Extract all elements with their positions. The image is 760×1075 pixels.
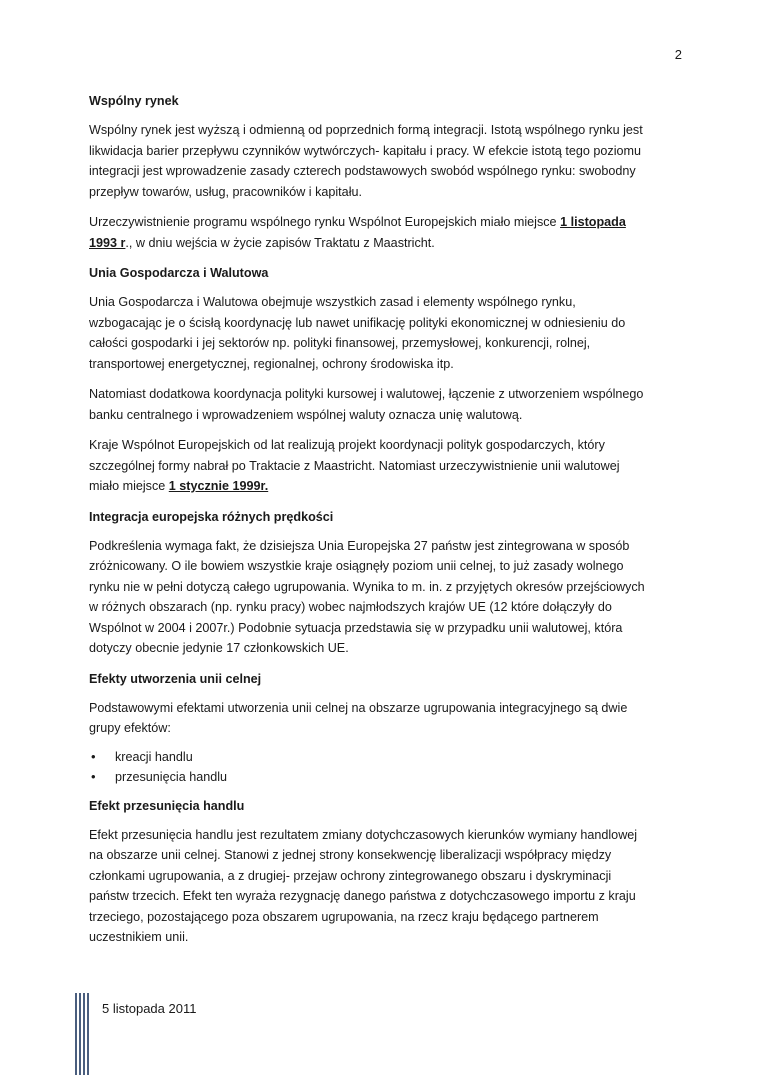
heading-efekty-unii-celnej: Efekty utworzenia unii celnej: [89, 671, 262, 686]
text-run: Kraje Wspólnot Europejskich od lat realizują projekt koordynacji polityk gospodarczych, który szczególnej formy nabrał po Traktacie z Maastricht. Natomiast urzeczywistnienie unii walutowej miało miejsce: [89, 438, 620, 493]
list-item-text: przesunięcia handlu: [115, 769, 228, 784]
bullet-icon: •: [91, 748, 96, 764]
heading-efekt-przesuniecia: Efekt przesunięcia handlu: [89, 798, 245, 813]
paragraph-efekt-przesuniecia: Efekt przesunięcia handlu jest rezultatem zmiany dotychczasowych kierunków wymiany handlowej na obszarze unii celnej. Stanowi z jednej strony konsekwencję liberalizacji współpracy między członkami ugrupowania, a z drugiej- przejaw ochrony zintegrowanego obszaru i dyskryminacji państw trzecich. Efekt ten wyraża rezygnację danego państwa z dotychczasowego importu z kraju trzeciego, pozostającego poza obszarem ugrupowania, na rzecz kraju będącego partnerem uczestnikiem unii.: [89, 827, 638, 944]
paragraph-efekty: Podstawowymi efektami utworzenia unii celnej na obszarze ugrupowania integracyjnego są dwie grupy efektów:: [89, 700, 628, 735]
paragraph-unia-walutowa: Natomiast dodatkowa koordynacja polityki kursowej i walutowej, łączenie z utworzeniem wspólnego banku centralnego i wprowadzeniem wspólnej waluty oznacza unię walutową.: [89, 387, 644, 422]
footer-bar: [75, 993, 77, 1075]
text-run: Urzeczywistnienie programu wspólnego rynku Wspólnot Europejskich miało miejsce: [89, 215, 561, 229]
list-item: [89, 747, 649, 767]
date-emphasis: 1 listopada 1993 r: [89, 215, 626, 250]
footer-decoration: [75, 993, 91, 1075]
heading-unia-gospodarcza: Unia Gospodarcza i Walutowa: [89, 266, 269, 280]
bullet-list: [89, 747, 649, 787]
paragraph-unia-date: [89, 435, 649, 497]
paragraph-wspolny-rynek-date: [89, 212, 649, 253]
paragraph-wspolny-rynek-definition: Wspólny rynek jest wyższą i odmienną od poprzednich formą integracji. Istotą wspólnego rynku jest likwidacja barier przepływu czynników wytwórczych- kapitału i pracy. W efekcie istotą tego poziomu integracji jest wprowadzenie zasady czterech podstawowych swobód wspólnego rynku: swobodny przepływ towarów, usług, pracowników i kapitału.: [89, 123, 643, 199]
list-item: [89, 767, 649, 787]
heading-integracja-predkosci: Integracja europejska różnych prędkości: [89, 509, 334, 524]
page-footer: [75, 993, 275, 1075]
heading-wspolny-rynek: Wspólny rynek: [89, 94, 179, 108]
page-number: 2: [674, 47, 682, 62]
footer-bar: [83, 993, 85, 1075]
list-item-text: kreacji handlu: [115, 749, 193, 764]
paragraph-unia-scope: Unia Gospodarcza i Walutowa obejmuje wszystkich zasad i elementy wspólnego rynku, wzbogacając je o ścisłą koordynację lub nawet unifikację polityki ekonomicznej w odniesieniu do całości gospodarki i jej sektorów np. polityki finansowej, przemysłowej, konkurencji, rolnej, transportowej energetycznej, regionalnej, ochrony środowiska itp.: [89, 295, 626, 371]
text-run: ., w dniu wejścia w życie zapisów Traktatu z Maastricht.: [125, 235, 435, 250]
bullet-icon: •: [91, 768, 96, 784]
footer-date: 5 listopada 2011: [102, 1001, 197, 1016]
date-emphasis: 1 stycznie 1999r.: [168, 479, 269, 493]
paragraph-integracja: Podkreślenia wymaga fakt, że dzisiejsza Unia Europejska 27 państw jest zintegrowana w sposób zróżnicowany. O ile bowiem wszystkie kraje osiągnęły poziom unii celnej, to już zasady wolnego rynku nie w pełni dotyczą całego ugrupowania. Wynika to m. in. z przyjętych okresów przejściowych w różnych obszarach (np. rynku pracy) wobec najmłodszych krajów UE (12 które dołączyły do Wspólnot w 2004 i 2007r.) Podobnie sytuacja przedstawia się w przypadku unii walutowej, która dotyczy obecnie jedynie 17 członkowskich UE.: [89, 538, 645, 655]
footer-bar: [87, 993, 89, 1075]
document-body: [89, 91, 649, 958]
footer-bar: [79, 993, 81, 1075]
